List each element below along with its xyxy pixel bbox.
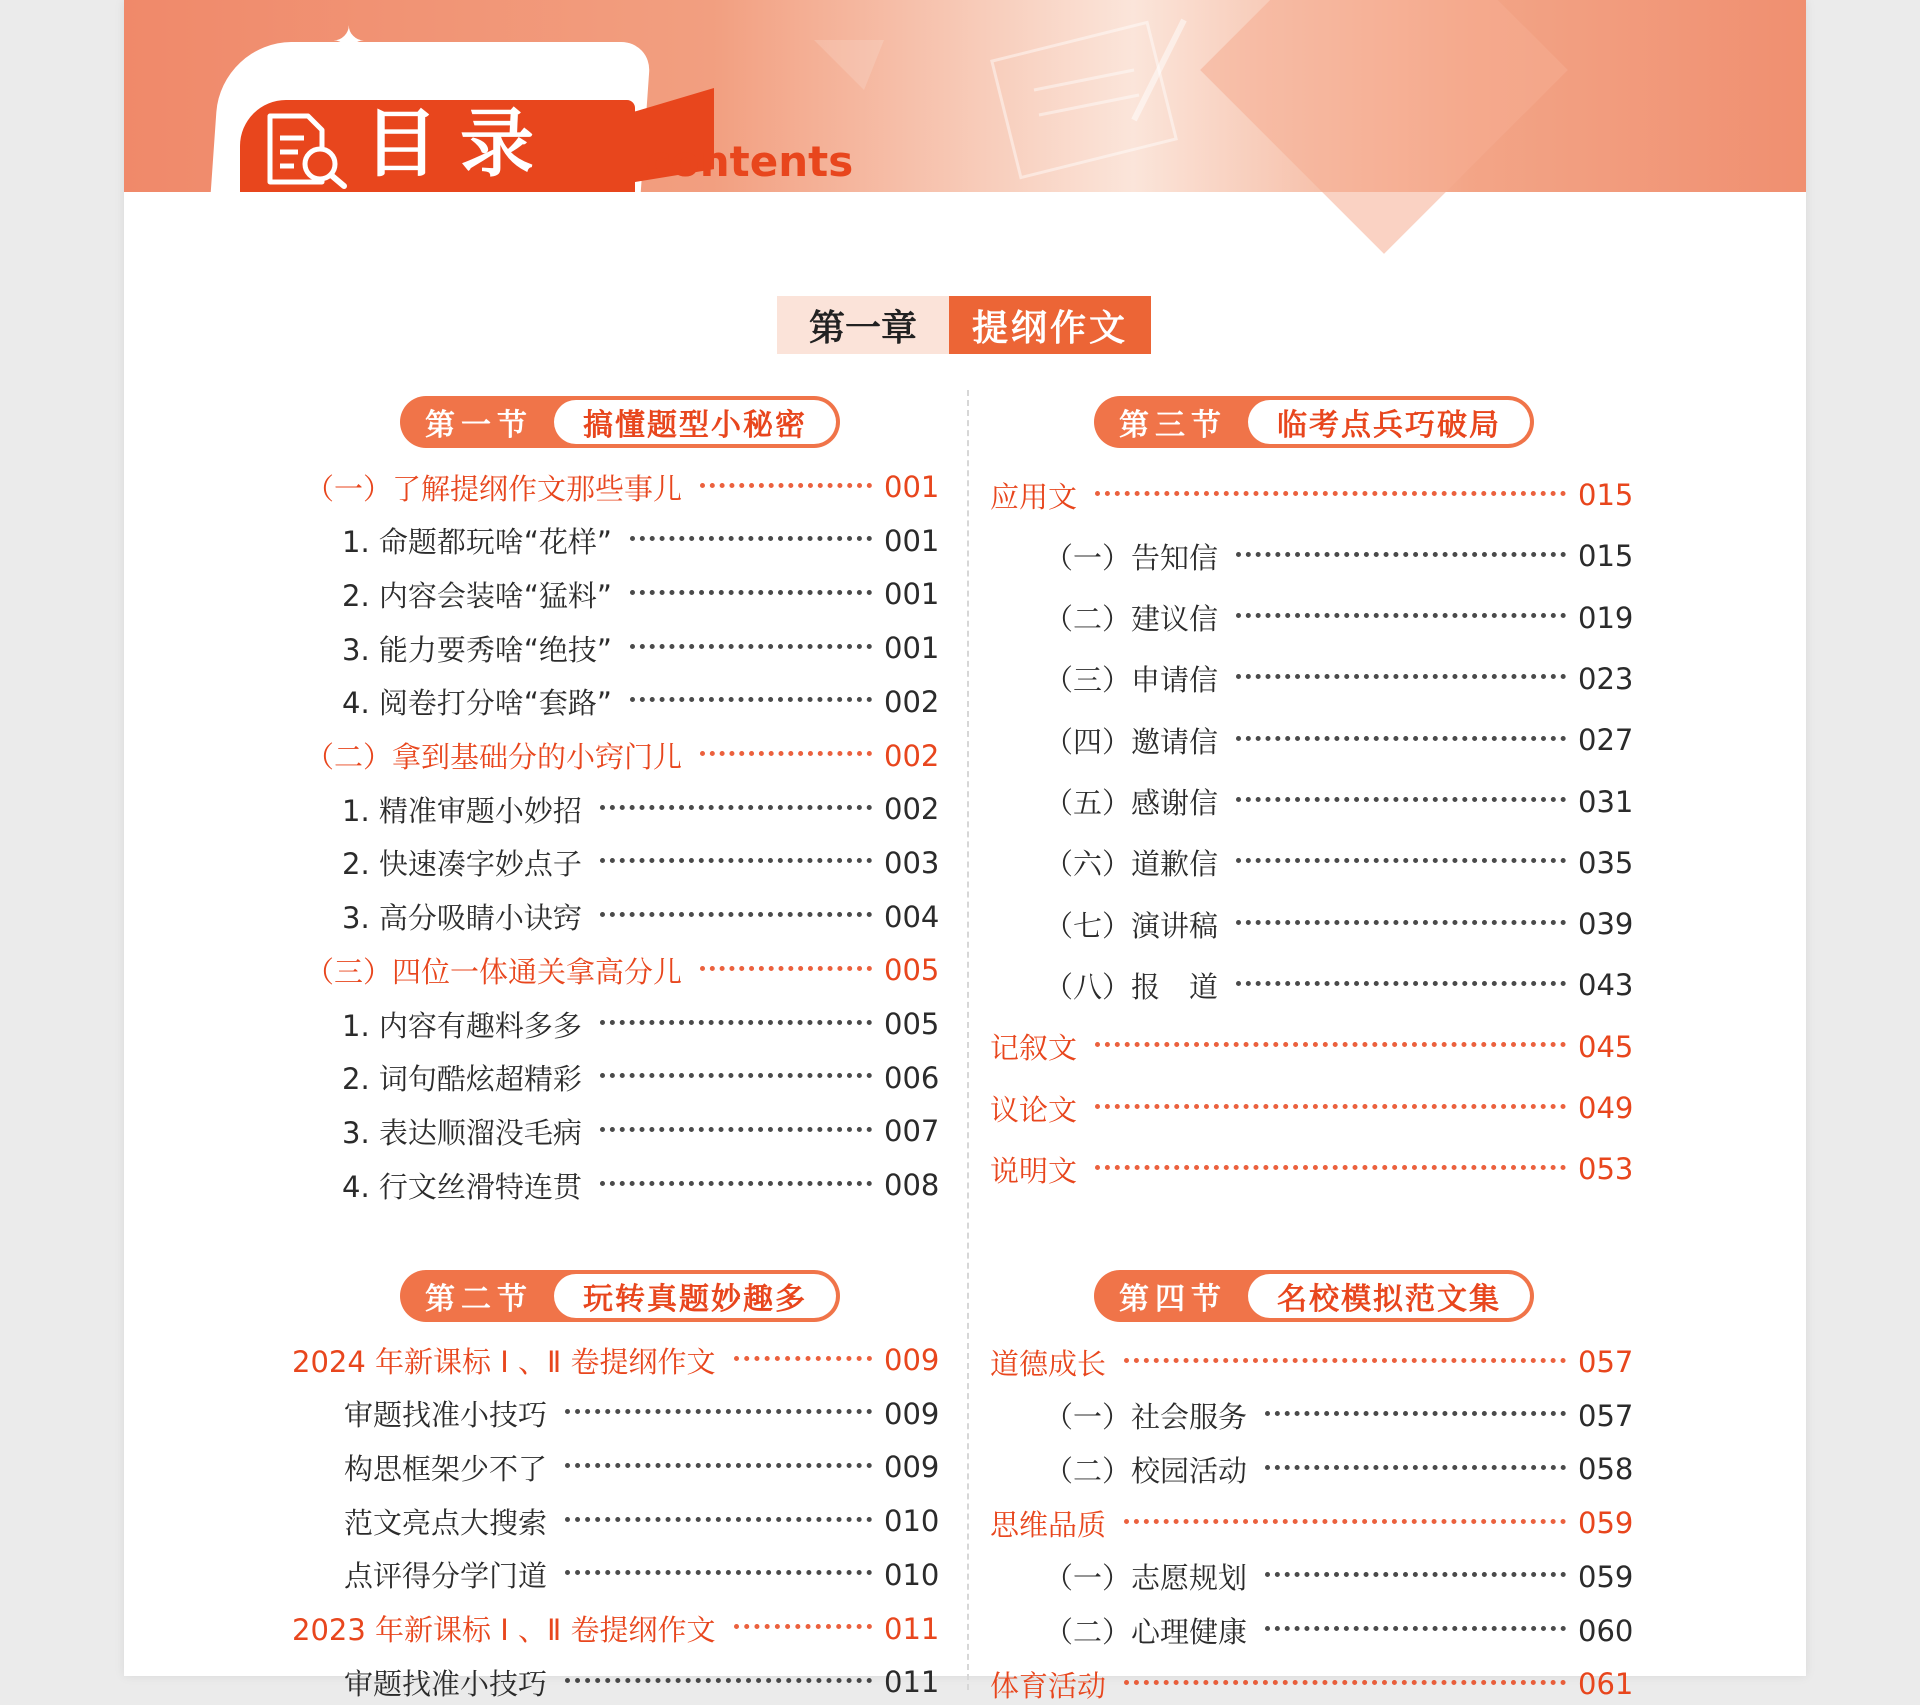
chapter-number: 第一章 <box>777 296 949 354</box>
toc-entry-label: （二）拿到基础分的小窍门儿 <box>305 740 683 774</box>
toc-entry[interactable] <box>342 574 940 614</box>
toc-entry-page: 057 <box>1578 1345 1634 1379</box>
toc-entry-label: 2. 快速凑字妙点子 <box>342 847 582 882</box>
dot-leader <box>600 1020 872 1025</box>
toc-entry-page: 010 <box>884 1504 940 1539</box>
toc-entry-label: 1. 精准审题小妙招 <box>342 793 582 828</box>
dot-leader <box>1095 1104 1566 1109</box>
section-number: 第四节 <box>1119 1282 1227 1317</box>
toc-entry[interactable] <box>990 1503 1634 1543</box>
toc-entry-label: 4. 阅卷打分啥“套路” <box>342 686 612 721</box>
toc-entry[interactable] <box>990 1027 1634 1067</box>
dot-leader <box>600 1073 872 1078</box>
toc-entry-page: 001 <box>884 470 940 504</box>
section-heading-3 <box>1094 396 1534 448</box>
dot-leader <box>565 1678 872 1683</box>
dot-leader <box>1236 858 1566 863</box>
toc-entry-page: 009 <box>884 1396 940 1431</box>
toc-entry[interactable] <box>344 1555 940 1595</box>
toc-entry[interactable] <box>342 789 940 829</box>
toc-entry-page: 001 <box>884 577 940 612</box>
dot-leader <box>1265 1626 1566 1631</box>
dot-leader <box>1265 1572 1566 1577</box>
sparkle-icon: ✦ <box>506 55 535 95</box>
toc-entry-page: 004 <box>884 899 940 934</box>
toc-entry-label: （一）社会服务 <box>1044 1400 1248 1435</box>
dot-leader <box>700 966 872 971</box>
toc-entry-label: （二）校园活动 <box>1044 1453 1248 1488</box>
toc-entry-page: 059 <box>1578 1506 1634 1541</box>
toc-entry[interactable] <box>344 1662 940 1702</box>
toc-entry-label: 4. 行文丝滑特连贯 <box>342 1169 582 1204</box>
section-heading-4 <box>1094 1270 1534 1322</box>
toc-entry-page: 027 <box>1578 723 1634 758</box>
toc-entry[interactable] <box>990 1088 1634 1128</box>
toc-entry[interactable] <box>990 1149 1634 1189</box>
section-heading-2 <box>400 1270 840 1322</box>
toc-entry-label: 点评得分学门道 <box>344 1559 548 1594</box>
section-title: 名校模拟范文集 <box>1248 1274 1530 1318</box>
section-number: 第一节 <box>425 408 533 443</box>
toc-entry-page: 001 <box>884 523 940 558</box>
toc-entry-label: （八）报 道 <box>1044 969 1219 1004</box>
toc-entry-label: 思维品质 <box>990 1507 1107 1542</box>
toc-entry[interactable] <box>1044 782 1634 822</box>
sparkle-icon: ✦ <box>612 37 643 78</box>
dot-leader <box>1236 613 1566 618</box>
toc-subtitle: contents <box>646 137 854 186</box>
sparkle-icon: ✦ <box>332 19 366 65</box>
toc-entry[interactable] <box>305 467 940 507</box>
toc-entry-page: 060 <box>1578 1613 1634 1648</box>
toc-entry[interactable] <box>342 682 940 722</box>
section-title: 临考点兵巧破局 <box>1248 400 1530 444</box>
toc-entry[interactable] <box>1044 536 1634 576</box>
section-title: 玩转真题妙趣多 <box>554 1274 836 1318</box>
toc-entry-label: 2. 内容会装啥“猛料” <box>342 578 612 613</box>
toc-entry-label: 3. 高分吸睛小诀窍 <box>342 901 582 936</box>
toc-entry-label: 2. 词句酷炫超精彩 <box>342 1062 582 1097</box>
toc-entry[interactable] <box>1044 1396 1634 1436</box>
dot-leader <box>600 1181 872 1186</box>
toc-entry[interactable] <box>342 1058 940 1098</box>
toc-entry[interactable] <box>342 521 940 561</box>
toc-entry-label: 构思框架少不了 <box>344 1451 548 1486</box>
toc-entry[interactable] <box>990 475 1634 515</box>
toc-entry-page: 019 <box>1578 600 1634 635</box>
dot-leader <box>1265 1465 1566 1470</box>
dot-leader <box>565 1409 872 1414</box>
toc-entry-page: 015 <box>1578 478 1634 512</box>
toc-entry[interactable] <box>990 1342 1634 1382</box>
dot-leader <box>1236 674 1566 679</box>
toc-entry-label: （四）邀请信 <box>1044 724 1219 759</box>
toc-entry[interactable] <box>342 1111 940 1151</box>
dot-leader <box>1095 491 1566 496</box>
toc-entry[interactable] <box>342 628 940 668</box>
dot-leader <box>600 858 872 863</box>
document-search-icon <box>264 112 354 190</box>
dot-leader <box>565 1517 872 1522</box>
dot-leader <box>1124 1680 1566 1685</box>
section-heading-1 <box>400 396 840 448</box>
toc-entry-label: 应用文 <box>990 479 1078 514</box>
toc-entry-label: 2024 年新课标 Ⅰ 、Ⅱ 卷提纲作文 <box>292 1344 716 1379</box>
toc-entry-label: 1. 命题都玩啥“花样” <box>342 525 612 560</box>
toc-entry[interactable] <box>342 843 940 883</box>
toc-entry-label: 审题找准小技巧 <box>344 1666 548 1701</box>
toc-entry-label: 审题找准小技巧 <box>344 1398 548 1433</box>
section-number: 第二节 <box>425 1282 533 1317</box>
toc-entry-label: （五）感谢信 <box>1044 786 1219 820</box>
toc-entry-page: 002 <box>884 738 940 773</box>
toc-entry[interactable] <box>1044 720 1634 760</box>
toc-entry-label: 道德成长 <box>990 1346 1107 1381</box>
toc-entry[interactable] <box>1044 1449 1634 1489</box>
dot-leader <box>1236 920 1566 925</box>
dot-leader <box>630 644 872 649</box>
toc-entry-page: 058 <box>1578 1452 1634 1487</box>
dot-leader <box>1124 1358 1566 1363</box>
toc-entry-page: 009 <box>884 1450 940 1485</box>
toc-entry[interactable] <box>305 950 940 990</box>
toc-entry-page: 008 <box>884 1168 940 1203</box>
toc-entry-page: 005 <box>884 953 940 988</box>
toc-entry-page: 001 <box>884 631 940 666</box>
toc-entry[interactable] <box>990 1664 1634 1704</box>
column-divider <box>967 390 969 1690</box>
toc-entry-page: 031 <box>1578 784 1634 819</box>
dot-leader <box>700 483 872 488</box>
toc-entry[interactable] <box>1044 659 1634 699</box>
dot-leader <box>1124 1519 1566 1524</box>
toc-entry-label: （二）心理健康 <box>1044 1615 1248 1649</box>
toc-entry-label: 1. 内容有趣料多多 <box>342 1008 582 1043</box>
toc-entry-page: 061 <box>1578 1667 1634 1702</box>
toc-entry[interactable] <box>342 897 940 937</box>
toc-entry[interactable] <box>344 1447 940 1487</box>
toc-entry-page: 043 <box>1578 968 1634 1003</box>
toc-entry[interactable] <box>1044 904 1634 944</box>
chapter-title: 提纲作文 <box>949 296 1151 354</box>
dot-leader <box>630 697 872 702</box>
section-title: 搞懂题型小秘密 <box>554 400 836 444</box>
toc-entry-label: 3. 表达顺溜没毛病 <box>342 1115 582 1150</box>
toc-entry-page: 057 <box>1578 1398 1634 1433</box>
dot-leader <box>600 912 872 917</box>
toc-entry[interactable] <box>1044 1611 1634 1651</box>
toc-entry[interactable] <box>1044 843 1634 883</box>
toc-entry-label: （一）告知信 <box>1044 540 1219 575</box>
header-banner <box>124 0 1806 192</box>
dot-leader <box>565 1463 872 1468</box>
dot-leader <box>734 1356 872 1361</box>
dot-leader <box>1095 1165 1566 1170</box>
dot-leader <box>1265 1411 1566 1416</box>
toc-entry-page: 007 <box>884 1114 940 1149</box>
toc-entry-label: 体育活动 <box>990 1668 1107 1703</box>
toc-entry-page: 003 <box>884 845 940 880</box>
dot-leader <box>1236 552 1566 557</box>
toc-entry-page: 045 <box>1578 1029 1634 1064</box>
toc-entry[interactable] <box>1044 1557 1634 1597</box>
toc-entry-label: （一）志愿规划 <box>1044 1561 1248 1596</box>
dot-leader <box>565 1570 872 1575</box>
toc-entry-page: 009 <box>884 1343 940 1377</box>
dot-leader <box>600 1127 872 1132</box>
toc-entry-label: 记叙文 <box>990 1031 1078 1066</box>
toc-entry-page: 023 <box>1578 661 1634 696</box>
section-number: 第三节 <box>1119 408 1227 443</box>
toc-entry[interactable] <box>342 1004 940 1044</box>
dot-leader <box>1236 981 1566 986</box>
toc-entry-page: 035 <box>1578 845 1634 880</box>
toc-entry-page: 010 <box>884 1557 940 1592</box>
dot-leader <box>600 805 872 810</box>
toc-entry-page: 002 <box>884 684 940 719</box>
toc-entry-page: 015 <box>1578 539 1634 574</box>
dot-leader <box>700 751 872 756</box>
toc-entry-label: （三）申请信 <box>1044 663 1219 698</box>
toc-entry-label: 2023 年新课标 Ⅰ 、Ⅱ 卷提纲作文 <box>292 1613 716 1647</box>
toc-entry-label: （三）四位一体通关拿高分儿 <box>305 954 683 989</box>
toc-title: 目录 <box>364 101 556 187</box>
toc-entry-page: 049 <box>1578 1091 1634 1125</box>
toc-entry-page: 011 <box>884 1611 940 1646</box>
dot-leader <box>1236 797 1566 802</box>
toc-entry-page: 039 <box>1578 907 1634 942</box>
toc-entry-page: 011 <box>884 1665 940 1700</box>
toc-entry-label: 议论文 <box>990 1092 1078 1127</box>
toc-entry[interactable] <box>305 736 940 776</box>
dot-leader <box>630 536 872 541</box>
toc-entry-label: （一）了解提纲作文那些事儿 <box>305 471 683 506</box>
toc-entry[interactable] <box>292 1609 940 1649</box>
toc-entry-label: （七）演讲稿 <box>1044 908 1219 943</box>
toc-entry-label: （二）建议信 <box>1044 602 1219 637</box>
dot-leader <box>1236 736 1566 741</box>
toc-page <box>124 0 1806 1703</box>
chapter-heading <box>777 296 1151 354</box>
dot-leader <box>1095 1042 1566 1047</box>
dot-leader <box>734 1624 872 1629</box>
toc-entry[interactable] <box>342 1165 940 1205</box>
toc-entry-page: 059 <box>1578 1559 1634 1594</box>
toc-entry-page: 002 <box>884 792 940 827</box>
toc-entry[interactable] <box>344 1501 940 1541</box>
toc-entry-label: （六）道歉信 <box>1044 847 1219 882</box>
toc-entry[interactable] <box>344 1394 940 1434</box>
toc-entry-label: 范文亮点大搜索 <box>344 1505 548 1540</box>
toc-entry-page: 053 <box>1578 1152 1634 1187</box>
toc-entry[interactable] <box>1044 965 1634 1005</box>
toc-entry-page: 006 <box>884 1060 940 1095</box>
toc-entry-label: 说明文 <box>990 1153 1078 1188</box>
toc-entry[interactable] <box>292 1340 940 1380</box>
toc-entry-label: 3. 能力要秀啥“绝技” <box>342 632 612 667</box>
toc-entry-page: 005 <box>884 1007 940 1041</box>
dot-leader <box>630 590 872 595</box>
toc-entry[interactable] <box>1044 598 1634 638</box>
